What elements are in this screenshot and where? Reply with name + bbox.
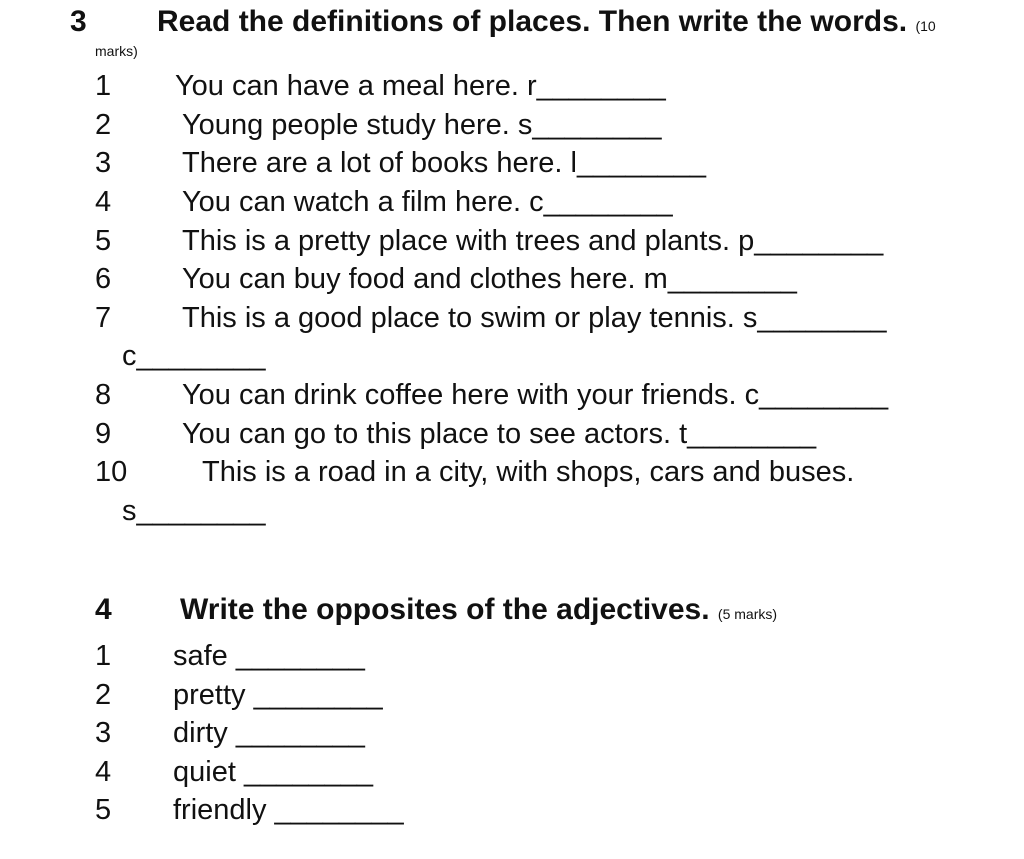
definition-text: You can buy food and clothes here. m________ <box>182 263 797 295</box>
item-number: 8 <box>95 379 112 411</box>
section-4-number: 4 <box>95 593 112 626</box>
definition-text: You can watch a film here. c________ <box>182 186 673 218</box>
item-number: 4 <box>95 756 112 788</box>
section-3-number: 3 <box>70 5 87 38</box>
item-number: 5 <box>95 794 112 826</box>
section-3-marks-close: marks) <box>95 43 138 59</box>
item-number: 4 <box>95 186 112 218</box>
item-number: 3 <box>95 147 112 179</box>
item-number: 2 <box>95 679 112 711</box>
definition-text: There are a lot of books here. l________ <box>182 147 706 179</box>
definition-text: This is a good place to swim or play tennis. s________ <box>182 302 887 334</box>
item-number: 6 <box>95 263 112 295</box>
adjective-text: dirty ________ <box>173 717 365 749</box>
definition-continuation: c________ <box>122 340 266 372</box>
item-number: 1 <box>95 640 112 672</box>
item-number: 2 <box>95 109 112 141</box>
definition-text: Young people study here. s________ <box>182 109 662 141</box>
section-4-title <box>180 592 777 628</box>
definition-continuation: s________ <box>122 495 266 527</box>
definition-text: You can have a meal here. r________ <box>175 70 666 102</box>
section-3-title <box>157 4 936 40</box>
adjective-text: quiet ________ <box>173 756 373 788</box>
adjective-text: friendly ________ <box>173 794 404 826</box>
adjective-text: pretty ________ <box>173 679 383 711</box>
section-4-title-text: Write the opposites of the adjectives. <box>180 593 710 626</box>
item-number: 3 <box>95 717 112 749</box>
definition-text: This is a road in a city, with shops, cars and buses. <box>202 456 855 488</box>
item-number: 9 <box>95 418 112 450</box>
definition-text: You can drink coffee here with your friends. c________ <box>182 379 889 411</box>
item-number: 5 <box>95 225 112 257</box>
item-number: 1 <box>95 70 112 102</box>
item-number: 10 <box>95 456 128 488</box>
section-3-marks-open: (10 <box>915 18 936 34</box>
section-3-title-text: Read the definitions of places. Then write the words. <box>157 5 908 38</box>
section-4-marks: (5 marks) <box>717 606 778 622</box>
adjective-text: safe ________ <box>173 640 365 672</box>
definition-text: This is a pretty place with trees and plants. p________ <box>182 225 884 257</box>
definition-text: You can go to this place to see actors. t________ <box>182 418 817 450</box>
item-number: 7 <box>95 302 112 334</box>
